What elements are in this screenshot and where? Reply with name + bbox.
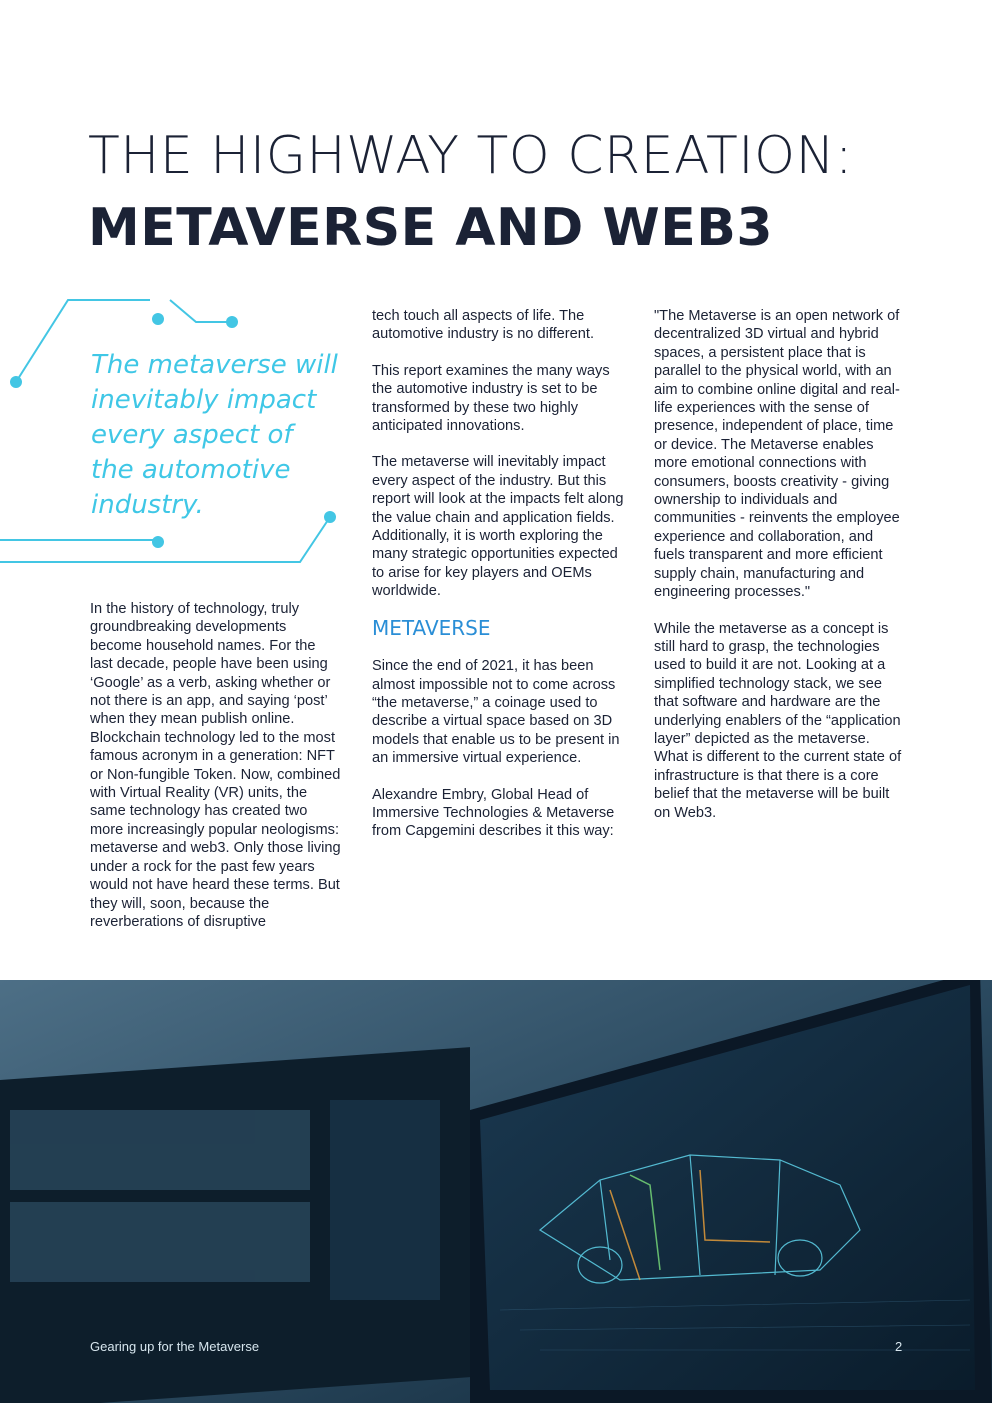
quote-paragraph: "The Metaverse is an open network of decentralized 3D virtual and hybrid spaces, a persistent place that is parallel to the physical world, with an aim to combine online digital and real-life experiences with the sense of presence, independent of place, time or device. The Metaverse enables more emotional connections with consumers, boosts creativity - giving ownership to individuals and communities - reinvents the employee experience and collaboration, and fuels transparent and more efficient supply chain, manufacturing and engineering processes." — [654, 308, 900, 601]
paragraph: Alexandre Embry, Global Head of Immersive Technologies & Metaverse from Capgemini describes it this way: — [372, 786, 615, 840]
paragraph: Since the end of 2021, it has been almost impossible not to come across “the metaverse,” a coinage used to describe a virtual space based on 3D models that enable us to be present in an immersive virtual experience. — [372, 658, 620, 767]
section-heading-metaverse: METAVERSE — [372, 615, 491, 640]
title-line-1: THE HIGHWAY TO CREATION: — [88, 126, 853, 186]
pull-quote: The metaverse will inevitably impact every aspect of the automotive industry. — [91, 350, 338, 520]
paragraph: In the history of technology, truly groundbreaking developments become household names. For the last decade, people have been using ‘Google’ as a verb, asking whether or not there is an app, and saying ‘post’ when they mean publish online. Blockchain technology led to the most famous acronym in a generation: NFT or Non-fungible Token. Now, combined with Virtual Reality (VR) units, the same technology has created two more increasingly popular neologisms: metaverse and web3. Only those living under a rock for the past few years would not have heard these terms. But they will, soon, because the reverberations of disruptive — [90, 601, 341, 930]
text-column-2 — [372, 307, 624, 859]
paragraph: This report examines the many ways the automotive industry is set to be transformed by these two highly anticipated innovations. — [372, 362, 610, 435]
paragraph: tech touch all aspects of life. The automotive industry is no different. — [372, 308, 594, 343]
paragraph: The metaverse will inevitably impact every aspect of the industry. But this report will look at the impacts felt along the value chain and application fields. Additionally, it is worth exploring the many strategic opportunities expected to arise for key players and OEMs worldwide. — [372, 454, 624, 600]
text-column-1 — [90, 600, 342, 949]
text-column-3 — [654, 307, 906, 840]
paragraph: While the metaverse as a concept is still hard to grasp, the technologies used to build it are not. Looking at a simplified technology stack, we see that software and hardware are the underlying enablers of the “application layer” depicted as the metaverse. What is different to the current state of infrastructure is that there is a core belief that the metaverse will be built on Web3. — [654, 620, 902, 821]
footer-page-number: 2 — [895, 1339, 903, 1354]
page-title — [88, 120, 853, 264]
footer-document-title: Gearing up for the Metaverse — [90, 1339, 260, 1354]
title-line-2: METAVERSE AND WEB3 — [88, 198, 774, 258]
